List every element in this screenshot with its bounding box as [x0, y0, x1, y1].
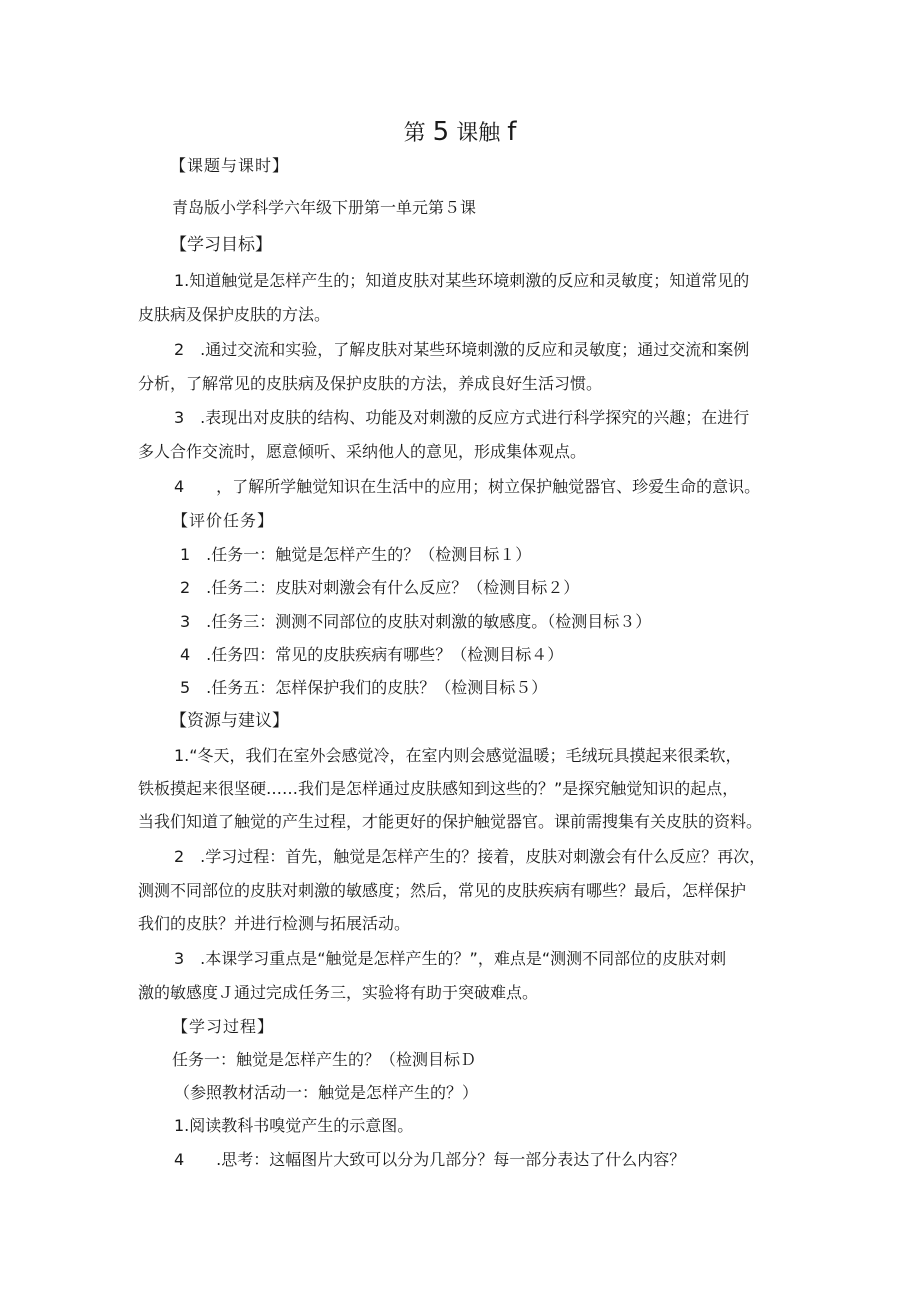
goal-3-line-2: 多人合作交流时，愿意倾听、采纳他人的意见，形成集体观点。: [138, 442, 587, 461]
res-heading: 【资源与建议】: [170, 711, 289, 731]
res-2-line-2: 测测不同部位的皮肤对刺激的敏感度；然后，常见的皮肤疾病有哪些？最后，怎样保护: [138, 881, 747, 900]
process-heading: 【学习过程】: [172, 1017, 275, 1036]
page-title: [0, 116, 920, 150]
goal-1-line-2: 皮肤病及保护皮肤的方法。: [138, 305, 331, 324]
step-1: 1.阅读教科书嗅觉产生的示意图。: [174, 1116, 414, 1135]
eval-task-1: 1 .任务一：触觉是怎样产生的？（检测目标１）: [180, 545, 532, 564]
eval-heading: 【评价任务】: [172, 511, 275, 530]
goal-2-line-1: 2 .通过交流和实验，了解皮肤对某些环境刺激的反应和灵敏度；通过交流和案例: [174, 340, 750, 359]
res-1-line-3: 当我们知道了触觉的产生过程，才能更好的保护触觉器官。课前需搜集有关皮肤的资料。: [138, 812, 763, 831]
goal-1-line-1: 1.知道触觉是怎样产生的；知道皮肤对某些环境刺激的反应和灵敏度；知道常见的: [174, 271, 750, 290]
title-tail: f: [507, 117, 517, 147]
res-1-line-2: 铁板摸起来很坚硬……我们是怎样通过皮肤感知到这些的？”是探究触觉知识的起点，: [138, 779, 739, 798]
eval-task-2: 2 .任务二：皮肤对刺激会有什么反应？（检测目标２）: [180, 578, 580, 597]
task-1-reference: （参照教材活动一：触觉是怎样产生的？）: [174, 1083, 479, 1102]
topic-heading: 【课题与课时】: [170, 156, 290, 175]
res-2-line-1: 2 .学习过程：首先，触觉是怎样产生的？接着，皮肤对刺激会有什么反应？再次，: [174, 847, 766, 866]
title-pre: 第: [403, 121, 426, 146]
eval-task-3: 3 .任务三：测测不同部位的皮肤对刺激的敏感度。（检测目标３）: [180, 612, 652, 631]
goal-2-line-2: 分析，了解常见的皮肤病及保护皮肤的方法，养成良好生活习惯。: [138, 374, 603, 393]
goals-heading: 【学习目标】: [170, 235, 272, 255]
res-2-line-3: 我们的皮肤？并进行检测与拓展活动。: [138, 914, 411, 933]
eval-task-5: 5 .任务五：怎样保护我们的皮肤？（检测目标５）: [180, 678, 548, 697]
step-4: 4 .思考：这幅图片大致可以分为几部分？每一部分表达了什么内容？: [174, 1150, 686, 1169]
eval-task-4: 4 .任务四：常见的皮肤疾病有哪些？（检测目标４）: [180, 645, 564, 664]
goal-3-line-1: 3 .表现出对皮肤的结构、功能及对刺激的反应方式进行科学探究的兴趣；在进行: [174, 408, 750, 427]
res-3-line-2: 激的敏感度Ｊ通过完成任务三，实验将有助于突破难点。: [138, 983, 539, 1002]
topic-text: 青岛版小学科学六年级下册第一单元第５课: [172, 198, 477, 217]
res-3-line-1: 3 .本课学习重点是“触觉是怎样产生的？”，难点是“测测不同部位的皮肤对刺: [174, 949, 727, 968]
res-1-line-1: 1.“冬天，我们在室外会感觉冷，在室内则会感觉温暖；毛绒玩具摸起来很柔软，: [174, 746, 742, 765]
goal-4-line-1: 4 ，了解所学触觉知识在生活中的应用；树立保护触觉器官、珍爱生命的意识。: [174, 477, 761, 496]
task-1-title: 任务一：触觉是怎样产生的？（检测目标Ｄ: [172, 1050, 477, 1069]
title-number: 5: [432, 117, 450, 147]
title-mid: 课触: [456, 121, 501, 146]
